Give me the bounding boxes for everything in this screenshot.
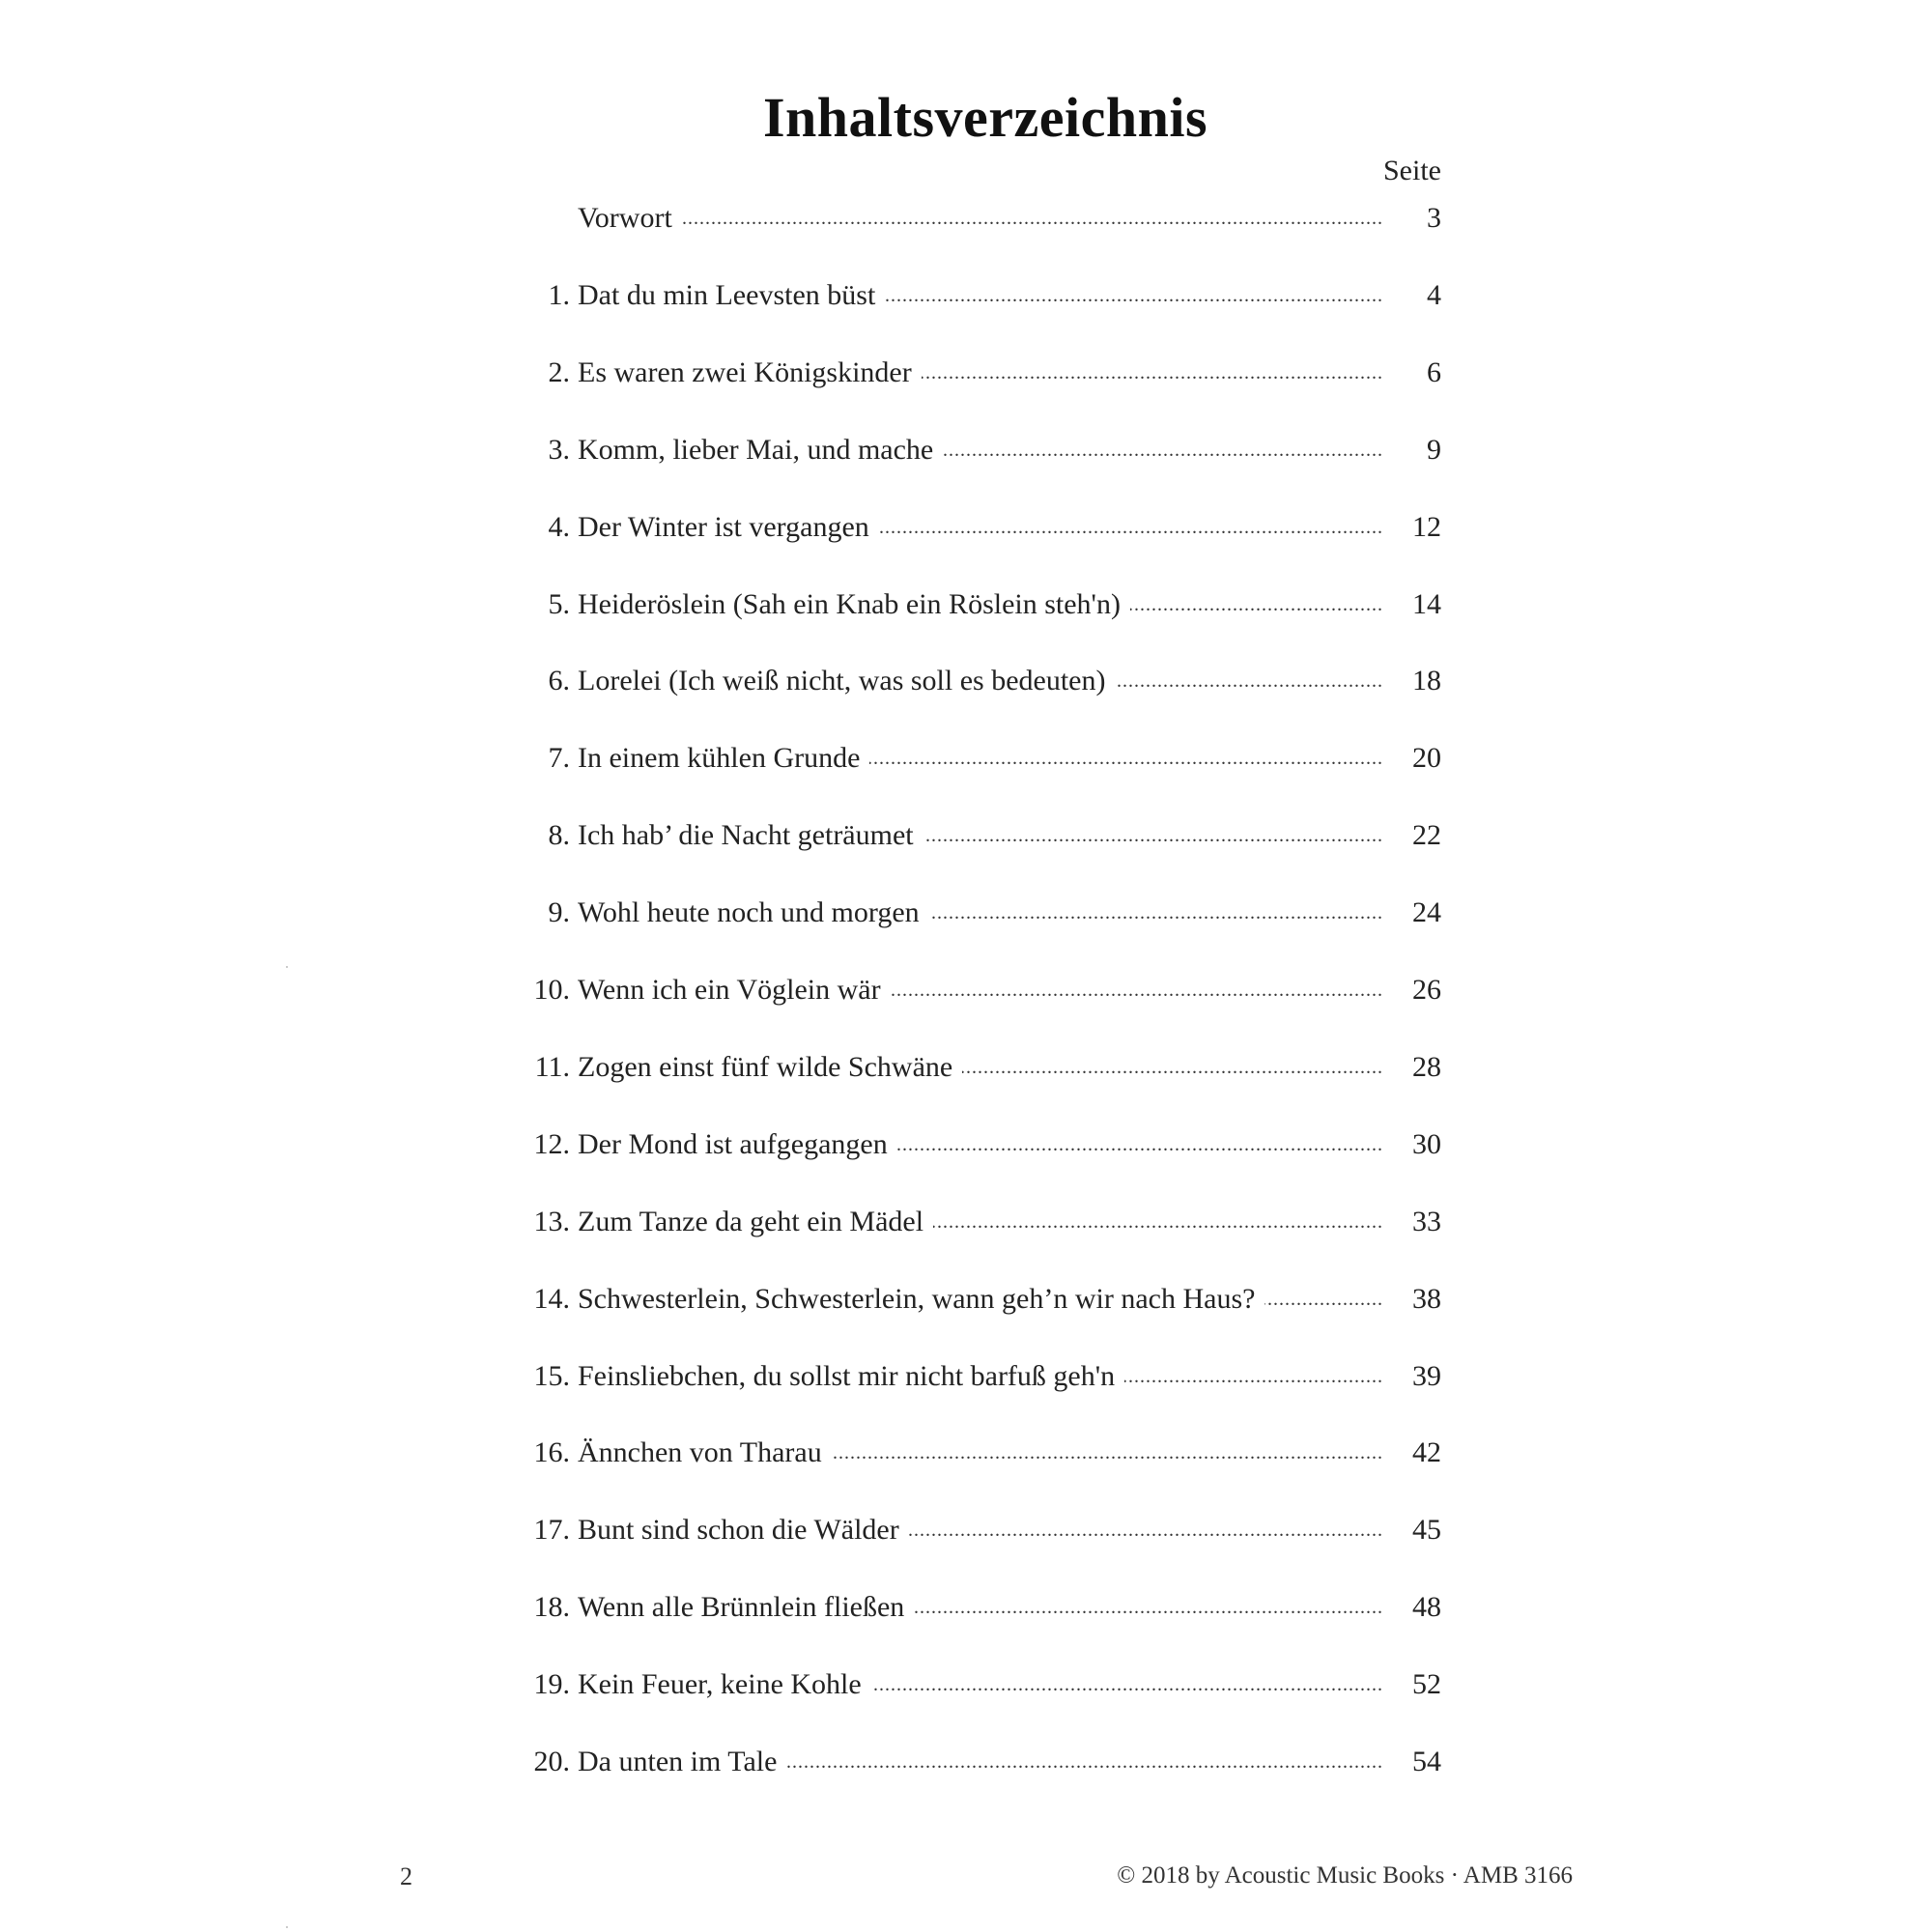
- toc-entry-page: 45: [1393, 1507, 1441, 1553]
- toc-entry: [512, 582, 1441, 628]
- toc-entry-title: Es waren zwei Königskinder: [578, 350, 922, 396]
- toc-entry-page: 3: [1393, 195, 1441, 242]
- toc-entry-title: Zum Tanze da geht ein Mädel: [578, 1199, 933, 1245]
- toc-entry: [512, 1276, 1441, 1322]
- toc-entry-page: 9: [1393, 427, 1441, 473]
- toc-entry-number: 16.: [533, 1436, 570, 1469]
- toc-entry-number: 17.: [533, 1514, 570, 1547]
- toc-entry-title: Wenn alle Brünnlein fließen: [578, 1584, 914, 1631]
- toc-entry: [512, 272, 1441, 319]
- toc-entry: [512, 195, 1441, 242]
- toc-entry-number: 12.: [533, 1127, 570, 1160]
- toc-entry-number: 2.: [548, 355, 570, 388]
- toc-entry-number: 11.: [534, 1050, 570, 1083]
- toc-entry-page: 12: [1393, 504, 1441, 551]
- toc-leader-dots: [578, 195, 1383, 242]
- toc-entry-page: 33: [1393, 1199, 1441, 1245]
- toc-entry-title: Ich hab’ die Nacht geträumet: [578, 812, 923, 859]
- footer-page-number: 2: [400, 1862, 412, 1890]
- toc-entry-title: Vorwort: [578, 195, 682, 242]
- toc-entry-title: Zogen einst fünf wilde Schwäne: [578, 1044, 962, 1091]
- page-column-label: Seite: [1383, 155, 1441, 186]
- toc-entry: [512, 1199, 1441, 1245]
- toc-entry-page: 30: [1393, 1122, 1441, 1168]
- toc-entry: [512, 1430, 1441, 1476]
- toc-entry-title: Lorelei (Ich weiß nicht, was soll es bedeuten): [578, 658, 1115, 704]
- toc-entry-page: 14: [1393, 582, 1441, 628]
- toc-entry-number: 13.: [533, 1205, 570, 1237]
- toc-entry: [512, 1507, 1441, 1553]
- toc-entry: [512, 1353, 1441, 1400]
- toc-entry-title: Wohl heute noch und morgen: [578, 890, 929, 936]
- toc-entry-number: 3.: [548, 433, 570, 466]
- toc-entry-page: 22: [1393, 812, 1441, 859]
- toc-entry-title: Heideröslein (Sah ein Knab ein Röslein steh'n): [578, 582, 1130, 628]
- scan-speck: [286, 1926, 288, 1928]
- toc-entry-number: 18.: [533, 1591, 570, 1624]
- toc-entry: [512, 504, 1441, 551]
- scan-speck: [286, 966, 288, 968]
- toc-entry-title: In einem kühlen Grunde: [578, 735, 869, 781]
- toc-entry-page: 54: [1393, 1739, 1441, 1785]
- toc-entry-page: 28: [1393, 1044, 1441, 1091]
- toc-entry-title: Schwesterlein, Schwesterlein, wann geh’n wir nach Haus?: [578, 1276, 1264, 1322]
- toc-entry-title: Bunt sind schon die Wälder: [578, 1507, 909, 1553]
- toc-entry-page: 4: [1393, 272, 1441, 319]
- toc-entry: [512, 1584, 1441, 1631]
- toc-entry-title: Feinsliebchen, du sollst mir nicht barfuß geh'n: [578, 1353, 1124, 1400]
- toc-entry-page: 24: [1393, 890, 1441, 936]
- toc-entry-number: 1.: [548, 278, 570, 311]
- toc-entry-page: 48: [1393, 1584, 1441, 1631]
- toc-entry-title: Kein Feuer, keine Kohle: [578, 1662, 871, 1708]
- toc-entry-number: 14.: [533, 1282, 570, 1315]
- toc-entry-number: 7.: [548, 742, 570, 775]
- toc-entry: [512, 890, 1441, 936]
- toc-entry-page: 52: [1393, 1662, 1441, 1708]
- toc-entry-page: 18: [1393, 658, 1441, 704]
- toc-entry-page: 38: [1393, 1276, 1441, 1322]
- toc-entry: [512, 967, 1441, 1013]
- toc-entry-title: Komm, lieber Mai, und mache: [578, 427, 943, 473]
- toc-entry: [512, 1739, 1441, 1785]
- toc-entry-page: 6: [1393, 350, 1441, 396]
- toc-entry-number: 10.: [533, 974, 570, 1006]
- toc-entry-number: 20.: [533, 1746, 570, 1777]
- toc-entry-number: 8.: [548, 819, 570, 852]
- toc-entry-page: 42: [1393, 1430, 1441, 1476]
- toc-entry-title: Dat du min Leevsten büst: [578, 272, 885, 319]
- toc-entry-number: 5.: [548, 587, 570, 620]
- toc-entry-title: Der Winter ist vergangen: [578, 504, 879, 551]
- toc-entry-page: 26: [1393, 967, 1441, 1013]
- toc-entry-page: 39: [1393, 1353, 1441, 1400]
- toc-entry-number: 19.: [533, 1668, 570, 1701]
- toc-entry-title: Der Mond ist aufgegangen: [578, 1122, 897, 1168]
- toc-entry: [512, 735, 1441, 781]
- toc-entry-number: 4.: [548, 510, 570, 543]
- toc-entry-title: Da unten im Tale: [578, 1739, 786, 1785]
- toc-entry-page: 20: [1393, 735, 1441, 781]
- toc-entry-number: 6.: [548, 665, 570, 697]
- toc-entry: [512, 1044, 1441, 1091]
- toc-entry: [512, 1122, 1441, 1168]
- toc-entry: [512, 427, 1441, 473]
- footer-copyright: © 2018 by Acoustic Music Books · AMB 3166: [1117, 1862, 1573, 1889]
- toc-entry: [512, 1662, 1441, 1708]
- toc-entry: [512, 350, 1441, 396]
- toc-entry-title: Ännchen von Tharau: [578, 1430, 832, 1476]
- page-title: Inhaltsverzeichnis: [762, 86, 1208, 149]
- toc-entry-number: 15.: [533, 1359, 570, 1392]
- toc-entry-title: Wenn ich ein Vöglein wär: [578, 967, 891, 1013]
- toc-entry: [512, 658, 1441, 704]
- toc-entry: [512, 812, 1441, 859]
- toc-entry-number: 9.: [548, 896, 570, 929]
